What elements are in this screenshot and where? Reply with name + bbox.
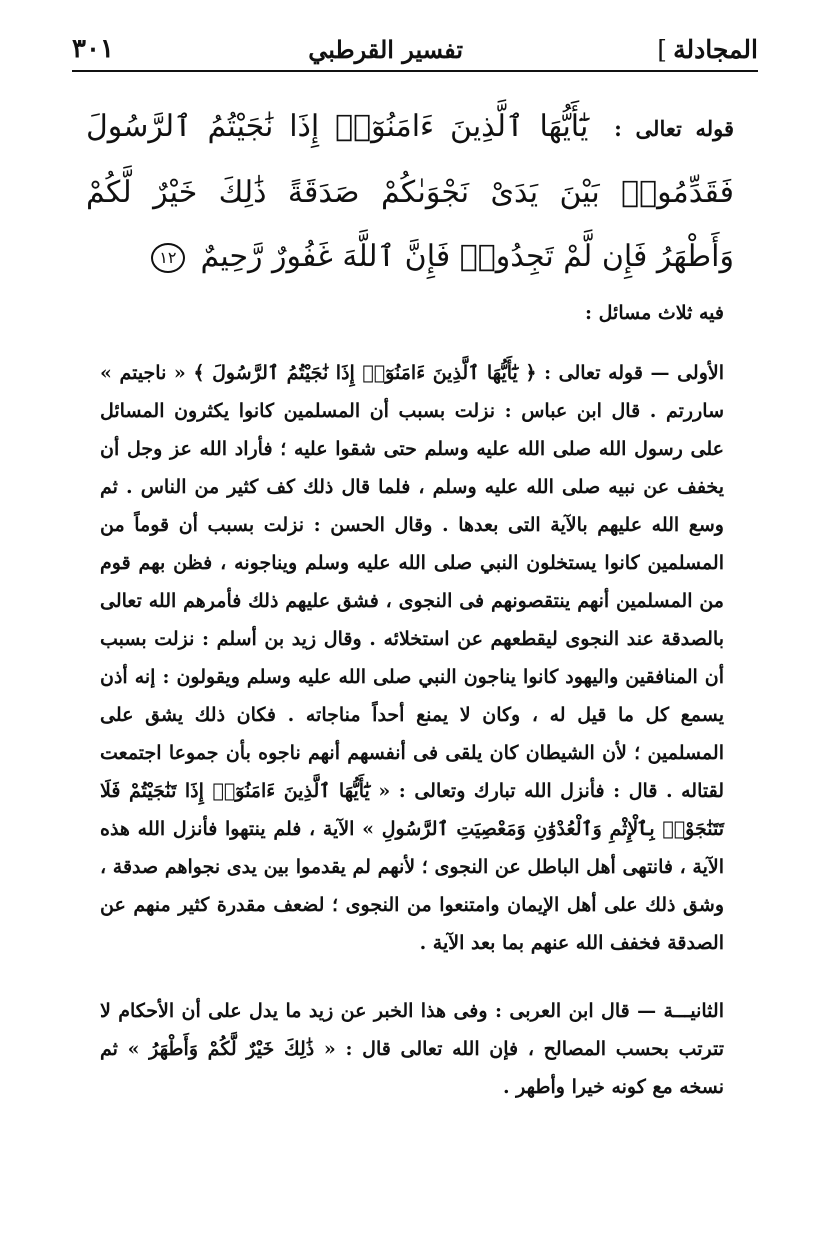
- verse-text: يَٰٓأَيُّهَا ٱلَّذِينَ ءَامَنُوٓا۟ إِذَا نَٰجَيْتُمُ ٱلرَّسُولَ فَقَدِّمُوا۟ بَيْنَ يَدَىْ نَجْوَىٰكُمْ صَدَقَةً ذَٰلِكَ خَيْرٌ لَّكُمْ وَأَطْهَرُ فَإِن لَّمْ تَجِدُوا۟ فَإِنَّ ٱللَّهَ غَفُورٌ رَّحِيمٌ: [86, 109, 734, 274]
- verse-lead: قوله تعالى :: [614, 116, 734, 141]
- header-bracket: ]: [657, 34, 668, 64]
- surah-name-text: المجادلة: [673, 34, 758, 64]
- page-number: ٣٠١: [72, 34, 114, 64]
- paragraph-first-issue: الأولى — قوله تعالى : ﴿ يَٰٓأَيُّهَا ٱلَّذِينَ ءَامَنُوٓا۟ إِذَا نَٰجَيْتُمُ ٱلرَّسُولَ ﴾ « ناجيتم » ساررتم . قال ابن عباس : نزلت بسبب أن المسلمين كانوا يكثرون المسائل على رسول الله صلى الله عليه وسلم حتى شقوا عليه ؛ فأراد الله عز وجل أن يخفف عن نبيه صلى الله عليه وسلم ، فلما قال ذلك كف كثير من الناس . ثم وسع الله عليهم بالآية التى بعدها . وقال الحسن : نزلت بسبب أن قوماً من المسلمين كانوا يستخلون النبي صلى الله عليه وسلم ويناجونه ، فظن بهم قوم من المسلمين أنهم ينتقصونهم فى النجوى ، فشق عليهم ذلك فأمرهم الله تعالى بالصدقة عند النجوى ليقطعهم عن استخلائه . وقال زيد بن أسلم : نزلت بسبب أن المنافقين واليهود كانوا يناجون النبي صلى الله عليه وسلم ويقولون : إنه أذن يسمع كل ما قيل له ، وكان لا يمنع أحداً مناجاته . فكان ذلك يشق على المسلمين ؛ لأن الشيطان كان يلقى فى أنفسهم أنهم ناجوه بأن جموعا اجتمعت لقتاله . قال : فأنزل الله تبارك وتعالى : « يَٰٓأَيُّهَا ٱلَّذِينَ ءَامَنُوٓا۟ إِذَا تَنَٰجَيْتُمْ فَلَا تَتَنَٰجَوْا۟ بِٱلْإِثْمِ وَٱلْعُدْوَٰنِ وَمَعْصِيَتِ ٱلرَّسُولِ » الآية ، فلم ينتهوا فأنزل الله هذه الآية ، فانتهى أهل الباطل عن النجوى ؛ لأنهم لم يقدموا بين يدى نجواهم صدقة ، وشق ذلك على أهل الإيمان وامتنعوا من النجوى ؛ لضعف مقدرة كثير منهم عن الصدقة فخفف الله عنهم بما بعد الآية .: [100, 362, 724, 954]
- intro-line: فيه ثلاث مسائل :: [585, 302, 724, 324]
- quran-verse: [86, 95, 734, 289]
- ayah-number-marker: ١٢: [151, 243, 185, 273]
- commentary: [100, 298, 724, 1106]
- page-header: [72, 28, 758, 72]
- book-title: تفسير القرطبي: [308, 34, 463, 64]
- surah-name: [657, 35, 758, 64]
- paragraph-second-issue: الثانيـــة — قال ابن العربى : وفى هذا الخبر عن زيد ما يدل على أن الأحكام لا تترتب بحسب المصالح ، فإن الله تعالى قال : « ذَٰلِكَ خَيْرٌ لَّكُمْ وَأَطْهَرُ » ثم نسخه مع كونه خيرا وأطهر .: [100, 1000, 724, 1098]
